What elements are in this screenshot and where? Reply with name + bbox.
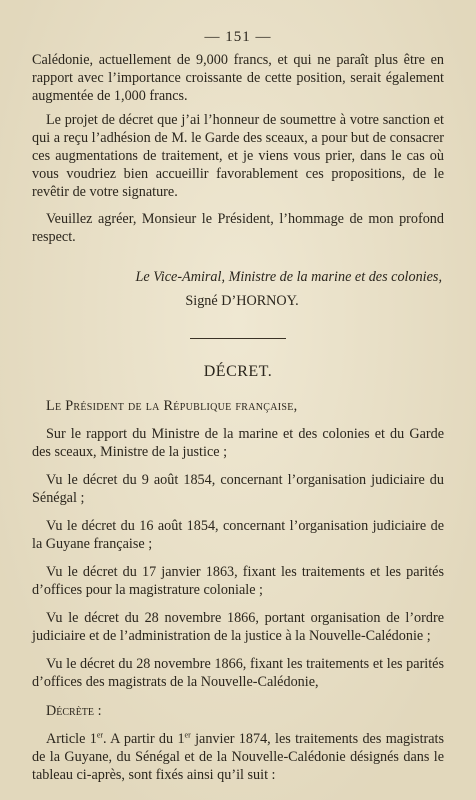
article-1 <box>32 730 444 784</box>
article-text-rest: janvier 1874, les traitements des magistrats de la Guyane, du Sénégal et de la Nouvelle-Calédonie désignés dans le tableau ci-après, sont fixés ainsi qu’il suit : <box>32 731 445 783</box>
paragraph-continuation: Calédonie, actuellement de 9,000 francs, et qui ne paraît plus être en rapport avec l’importance croissante de cette position, serait également augmentée de 1,000 francs. <box>32 52 444 104</box>
decret-heading: DÉCRET. <box>203 363 273 380</box>
visa-magistrature-coloniale: Vu le décret du 17 janvier 1863, fixant les traitements et les parités d’offices pour la magistrature coloniale ; <box>32 564 444 598</box>
signature-name: Signé D’HORNOY. <box>185 293 299 309</box>
visa-guyane: Vu le décret du 16 août 1854, concernant l’organisation judiciaire de la Guyane française ; <box>32 518 444 552</box>
article-label: Article 1 <box>46 731 97 747</box>
visa-rapport: Sur le rapport du Ministre de la marine et des colonies et du Garde des sceaux, Ministre de la justice ; <box>32 426 444 460</box>
decrete-line: Décrète : <box>46 703 102 719</box>
visa-senegal: Vu le décret du 9 août 1854, concernant l’organisation judiciaire du Sénégal ; <box>32 472 444 506</box>
article-date-sup: er <box>184 730 191 740</box>
paragraph-respect: Veuillez agréer, Monsieur le Président, l’hommage de mon profond respect. <box>32 211 444 245</box>
president-line: Le Président de la République française, <box>46 398 298 414</box>
visa-organisation-caledonie: Vu le décret du 28 novembre 1866, portant organisation de l’ordre judiciaire et de l’administration de la justice à la Nouvelle-Calédonie ; <box>32 610 444 644</box>
section-divider <box>190 338 286 339</box>
paragraph-projet: Le projet de décret que j’ai l’honneur de soumettre à votre sanction et qui a reçu l’adhésion de M. le Garde des sceaux, a pour but de consacrer ces augmentations de traitement, et je viens vous prier, dans le cas où vous voudriez bien accueillir favorablement ces propositions, de le revêtir de votre signature. <box>32 112 444 200</box>
article-text-start: . A partir du 1 <box>103 731 185 747</box>
page-text <box>32 28 444 784</box>
page-number: — 151 — <box>204 29 272 45</box>
article-label-sup: er <box>96 730 104 740</box>
signature-title: Le Vice-Amiral, Ministre de la marine et des colonies, <box>135 269 442 285</box>
visa-traitements-caledonie: Vu le décret du 28 novembre 1866, fixant les traitements et les parités d’offices des magistrats de la Nouvelle-Calédonie, <box>32 656 444 690</box>
